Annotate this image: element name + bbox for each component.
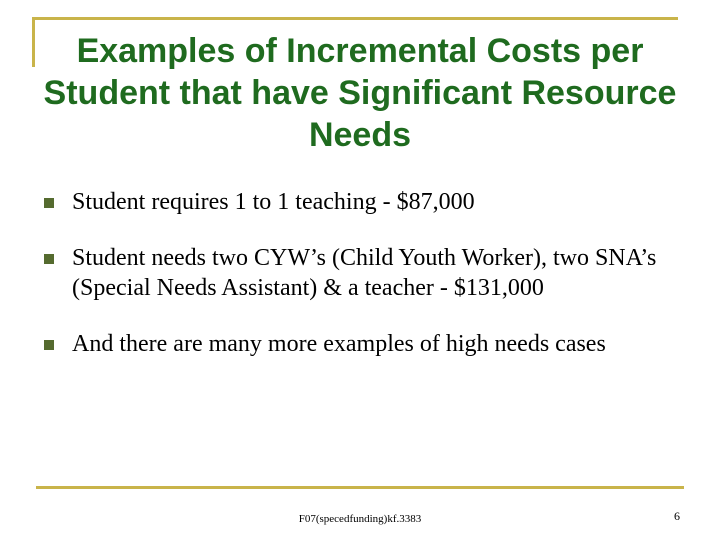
slide-title: Examples of Incremental Costs per Student that have Significant Resource Needs	[43, 32, 677, 154]
bullet-text: Student requires 1 to 1 teaching - $87,000	[72, 189, 475, 215]
bullet-list	[44, 187, 684, 359]
bullet-item	[44, 329, 684, 359]
square-bullet-icon	[44, 198, 54, 208]
square-bullet-icon	[44, 340, 54, 350]
page-number: 6	[674, 509, 680, 523]
top-accent-rule	[32, 17, 678, 20]
bullet-item	[44, 243, 684, 303]
footer-text: F07(specedfunding)kf.3383	[298, 513, 422, 525]
square-bullet-icon	[44, 254, 54, 264]
bottom-accent-rule	[36, 486, 684, 489]
bullet-text: And there are many more examples of high needs cases	[72, 331, 606, 357]
bullet-item	[44, 187, 684, 217]
bullet-text: Student needs two CYW’s (Child Youth Worker), two SNA’s (Special Needs Assistant) & a teacher - $131,000	[72, 245, 657, 301]
